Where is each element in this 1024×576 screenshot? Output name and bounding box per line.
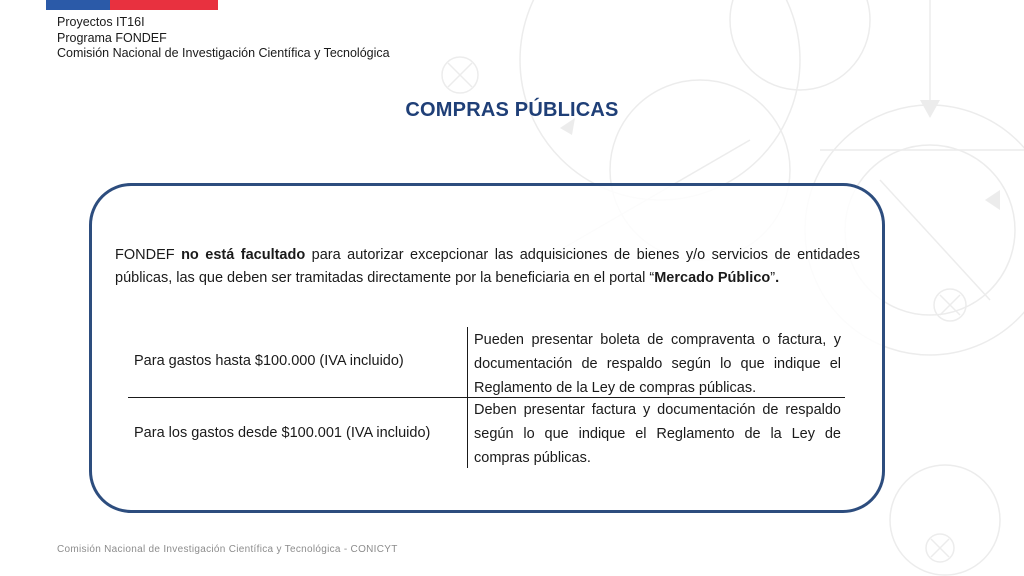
table-row bbox=[128, 327, 845, 398]
row-label: Para gastos hasta $100.000 (IVA incluido) bbox=[134, 353, 404, 369]
page-title: COMPRAS PÚBLICAS bbox=[405, 99, 619, 121]
row-description: Deben presentar factura y documentación de respaldo según lo que indique el Reglamento de la Ley de compras públicas. bbox=[474, 402, 841, 466]
header-project: Proyectos IT16I bbox=[57, 15, 145, 29]
header-block bbox=[57, 15, 390, 62]
para-bold-2: Mercado Público bbox=[654, 270, 771, 286]
row-description: Pueden presentar boleta de compraventa o factura, y documentación de respaldo según lo que indique el Reglamento de la Ley de compras públicas. bbox=[474, 332, 841, 396]
column-divider bbox=[467, 327, 468, 468]
flag-blue-band bbox=[46, 0, 110, 10]
intro-paragraph bbox=[115, 244, 860, 290]
footer-text: Comisión Nacional de Investigación Científica y Tecnológica - CONICYT bbox=[57, 544, 398, 555]
flag-stripe bbox=[46, 0, 218, 10]
row-label: Para los gastos desde $100.001 (IVA incluido) bbox=[134, 425, 431, 441]
para-text-1: FONDEF bbox=[115, 247, 182, 263]
para-bold-3: . bbox=[775, 270, 780, 286]
para-text-3: ” bbox=[770, 270, 776, 286]
header-program: Programa FONDEF bbox=[57, 30, 167, 45]
header-institution: Comisión Nacional de Investigación Científica y Tecnológica bbox=[57, 46, 390, 60]
para-bold-1: no está facultado bbox=[181, 247, 306, 263]
expenses-table bbox=[128, 327, 845, 468]
table-row bbox=[128, 399, 845, 468]
para-text-2: para autorizar excepcionar las adquisiciones de bienes y/o servicios de entidades públicas, las que deben ser tramitadas directamente por la beneficiaria en el portal “ bbox=[115, 247, 860, 286]
flag-red-band bbox=[110, 0, 218, 10]
